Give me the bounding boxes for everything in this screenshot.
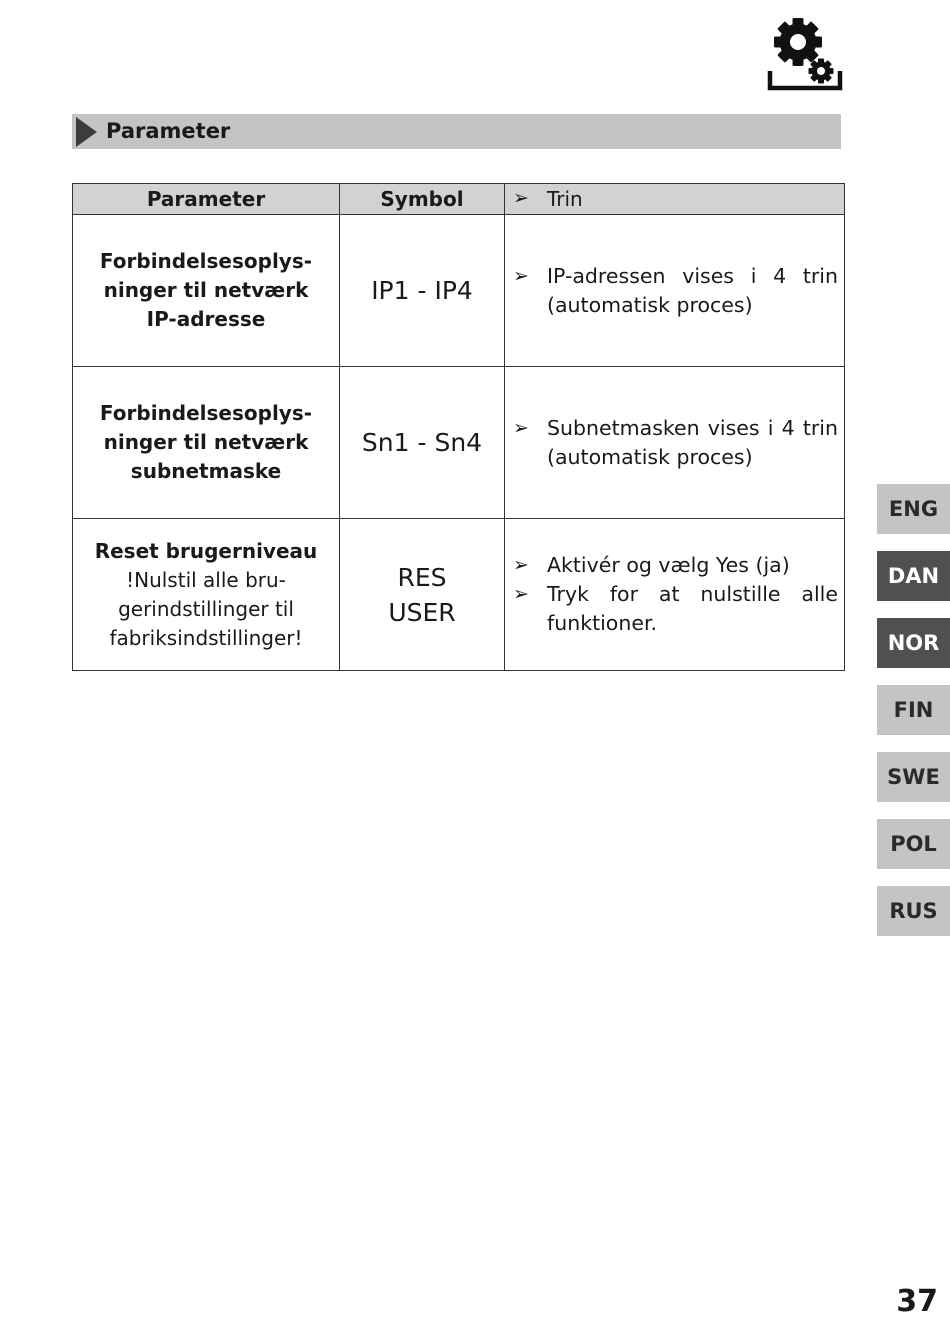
symbol-cell: IP1 - IP4 [340,215,505,367]
language-tab-eng[interactable]: ENG [877,484,950,534]
section-title: Parameter [106,119,231,143]
header-step: ➢ Trin [505,184,845,215]
table-header-row [73,184,845,215]
step-item: ➢ Aktivér og vælg Yes (ja) [513,551,838,580]
section-header [72,114,841,149]
table-row [73,519,845,671]
arrow-bullet-icon: ➢ [513,187,529,209]
step-cell [505,367,845,519]
parameter-cell: Forbindelsesoplys- ninger til netværk subnetmaske [73,367,340,519]
step-cell [505,215,845,367]
play-arrow-icon [76,117,97,147]
settings-gears-icon [766,14,844,92]
language-tab-swe[interactable]: SWE [877,752,950,802]
header-symbol: Symbol [340,184,505,215]
parameter-table [72,183,845,671]
symbol-cell: RES USER [340,519,505,671]
step-cell [505,519,845,671]
table-row [73,215,845,367]
arrow-bullet-icon: ➢ [513,264,529,287]
step-item: ➢ IP-adressen vises i 4 trin (automatisk proces) [513,262,838,320]
language-tab-fin[interactable]: FIN [877,685,950,735]
arrow-bullet-icon: ➢ [513,554,529,576]
parameter-cell: Forbindelsesoplys- ninger til netværk IP-adresse [73,215,340,367]
step-item: ➢ Subnetmasken vises i 4 trin (automatisk proces) [513,414,838,472]
language-tab-rus[interactable]: RUS [877,886,950,936]
language-tab-nor[interactable]: NOR [877,618,950,668]
language-tab-dan[interactable]: DAN [877,551,950,601]
parameter-cell: Reset brugerniveau !Nulstil alle bru- gerindstillinger til fabriksindstillinger! [73,519,340,671]
arrow-bullet-icon: ➢ [513,583,529,605]
table-row [73,367,845,519]
symbol-cell: Sn1 - Sn4 [340,367,505,519]
header-parameter: Parameter [73,184,340,215]
language-tab-pol[interactable]: POL [877,819,950,869]
arrow-bullet-icon: ➢ [513,416,529,439]
step-item: ➢ Tryk for at nulstille alle funktioner. [513,580,838,638]
page-number: 37 [896,1284,938,1319]
